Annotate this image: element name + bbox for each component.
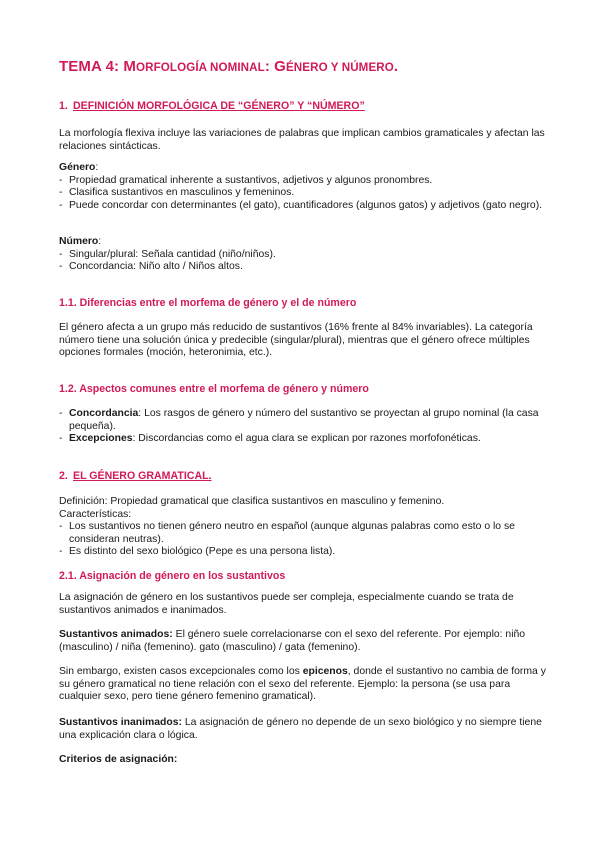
list-item: - Es distinto del sexo biológico (Pepe es una persona lista).	[59, 546, 549, 559]
section-2-body	[59, 496, 549, 559]
genero-label: Género	[59, 162, 96, 173]
animados-paragraph	[59, 629, 549, 654]
epicenos-paragraph	[59, 666, 549, 704]
section-title: DEFINICIÓN MORFOLÓGICA DE “GÉNERO” Y “NÚMERO”	[73, 100, 365, 112]
item-text: : Discordancias como el agua clara se explican por razones morfofonéticas.	[132, 433, 481, 445]
genero-block	[59, 162, 549, 212]
section-number: 2.	[59, 470, 68, 482]
section-title: EL GÉNERO GRAMATICAL.	[73, 470, 212, 482]
list-item	[59, 408, 549, 433]
list-item: - Clasifica sustantivos en masculinos y femeninos.	[59, 187, 549, 200]
section-1-heading	[59, 100, 549, 113]
term: Sustantivos animados:	[59, 629, 173, 640]
document-title	[59, 58, 549, 77]
paragraph-text: El género suele correlacionarse con el sexo del referente. Por ejemplo: niño (masculino) / niña (femenino). gato (masculino) / gata (femenino).	[59, 629, 526, 653]
title-part: ÉNERO Y NÚMERO	[285, 61, 394, 74]
inanimados-paragraph	[59, 717, 549, 742]
numero-block	[59, 236, 549, 274]
list-item: - Propiedad gramatical inherente a sustantivos, adjetivos y algunos pronombres.	[59, 175, 549, 188]
list-item: - Los sustantivos no tienen género neutro en español (aunque algunas palabras como esto o lo se consideran neutras).	[59, 521, 549, 546]
subsection-1-2-heading: 1.2. Aspectos comunes entre el morfema de género y número	[59, 383, 369, 395]
aspectos-list	[59, 408, 549, 446]
numero-label: Número	[59, 236, 99, 247]
list-item: - Puede concordar con determinantes (el gato), cuantificadores (algunos gatos) y adjetivos (gato negro).	[59, 200, 549, 213]
title-part: : G	[264, 58, 286, 75]
paragraph-text: Sin embargo, existen casos excepcionales como los	[59, 666, 303, 677]
item-term: Concordancia	[69, 408, 139, 419]
section-2-heading	[59, 470, 549, 483]
caracteristicas-list	[59, 521, 549, 559]
colon: :	[95, 162, 99, 173]
term: Criterios de asignación:	[59, 754, 178, 765]
numero-list	[59, 249, 549, 274]
genero-list	[59, 175, 549, 213]
caracteristicas-label: Características:	[59, 508, 132, 520]
term: epicenos	[302, 666, 348, 677]
colon: :	[98, 236, 102, 247]
item-text: : Los rasgos de género y número del sustantivo se proyectan al grupo nominal (la casa pequeña).	[69, 408, 539, 432]
list-item: - Concordancia: Niño alto / Niños altos.	[59, 261, 549, 274]
list-item	[59, 433, 549, 446]
paragraph-text: , donde el sustantivo no cambia de forma y su género gramatical no tiene relación con el sexo del referente. Ejemplo: la persona (se usa para cualquier sexo, pero tiene género femenino gramatical).	[59, 666, 546, 703]
subsection-1-1-text: El género afecta a un grupo más reducido de sustantivos (16% frente al 84% invariables). La categoría número tiene una solución única y predecible (singular/plural), mientras que el género ofrece múltiples opciones formales (moción, heteronimia, etc.).	[59, 322, 533, 359]
section-1-intro: La morfología flexiva incluye las variaciones de palabras que implican cambios gramaticales y afectan las relaciones sintácticas.	[59, 128, 545, 152]
list-item: - Singular/plural: Señala cantidad (niño/niños).	[59, 249, 549, 262]
definition: Definición: Propiedad gramatical que clasifica sustantivos en masculino y femenino.	[59, 496, 445, 507]
subsection-2-1-heading: 2.1. Asignación de género en los sustantivos	[59, 570, 286, 582]
section-number: 1.	[59, 100, 68, 112]
subsection-1-1-heading: 1.1. Diferencias entre el morfema de género y el de número	[59, 297, 357, 309]
title-part: TEMA 4: M	[59, 58, 137, 75]
title-part: ORFOLOGÍA NOMINAL	[136, 61, 265, 74]
item-term: Excepciones	[69, 433, 133, 445]
criterios-label	[59, 754, 549, 767]
paragraph-text: La asignación de género no depende de un sexo biológico y no siempre tiene una explicación clara o lógica.	[59, 717, 542, 741]
term: Sustantivos inanimados:	[59, 717, 182, 728]
title-part: .	[393, 58, 399, 75]
asignacion-intro: La asignación de género en los sustantivos puede ser compleja, especialmente cuando se trata de sustantivos animados e inanimados.	[59, 592, 514, 616]
